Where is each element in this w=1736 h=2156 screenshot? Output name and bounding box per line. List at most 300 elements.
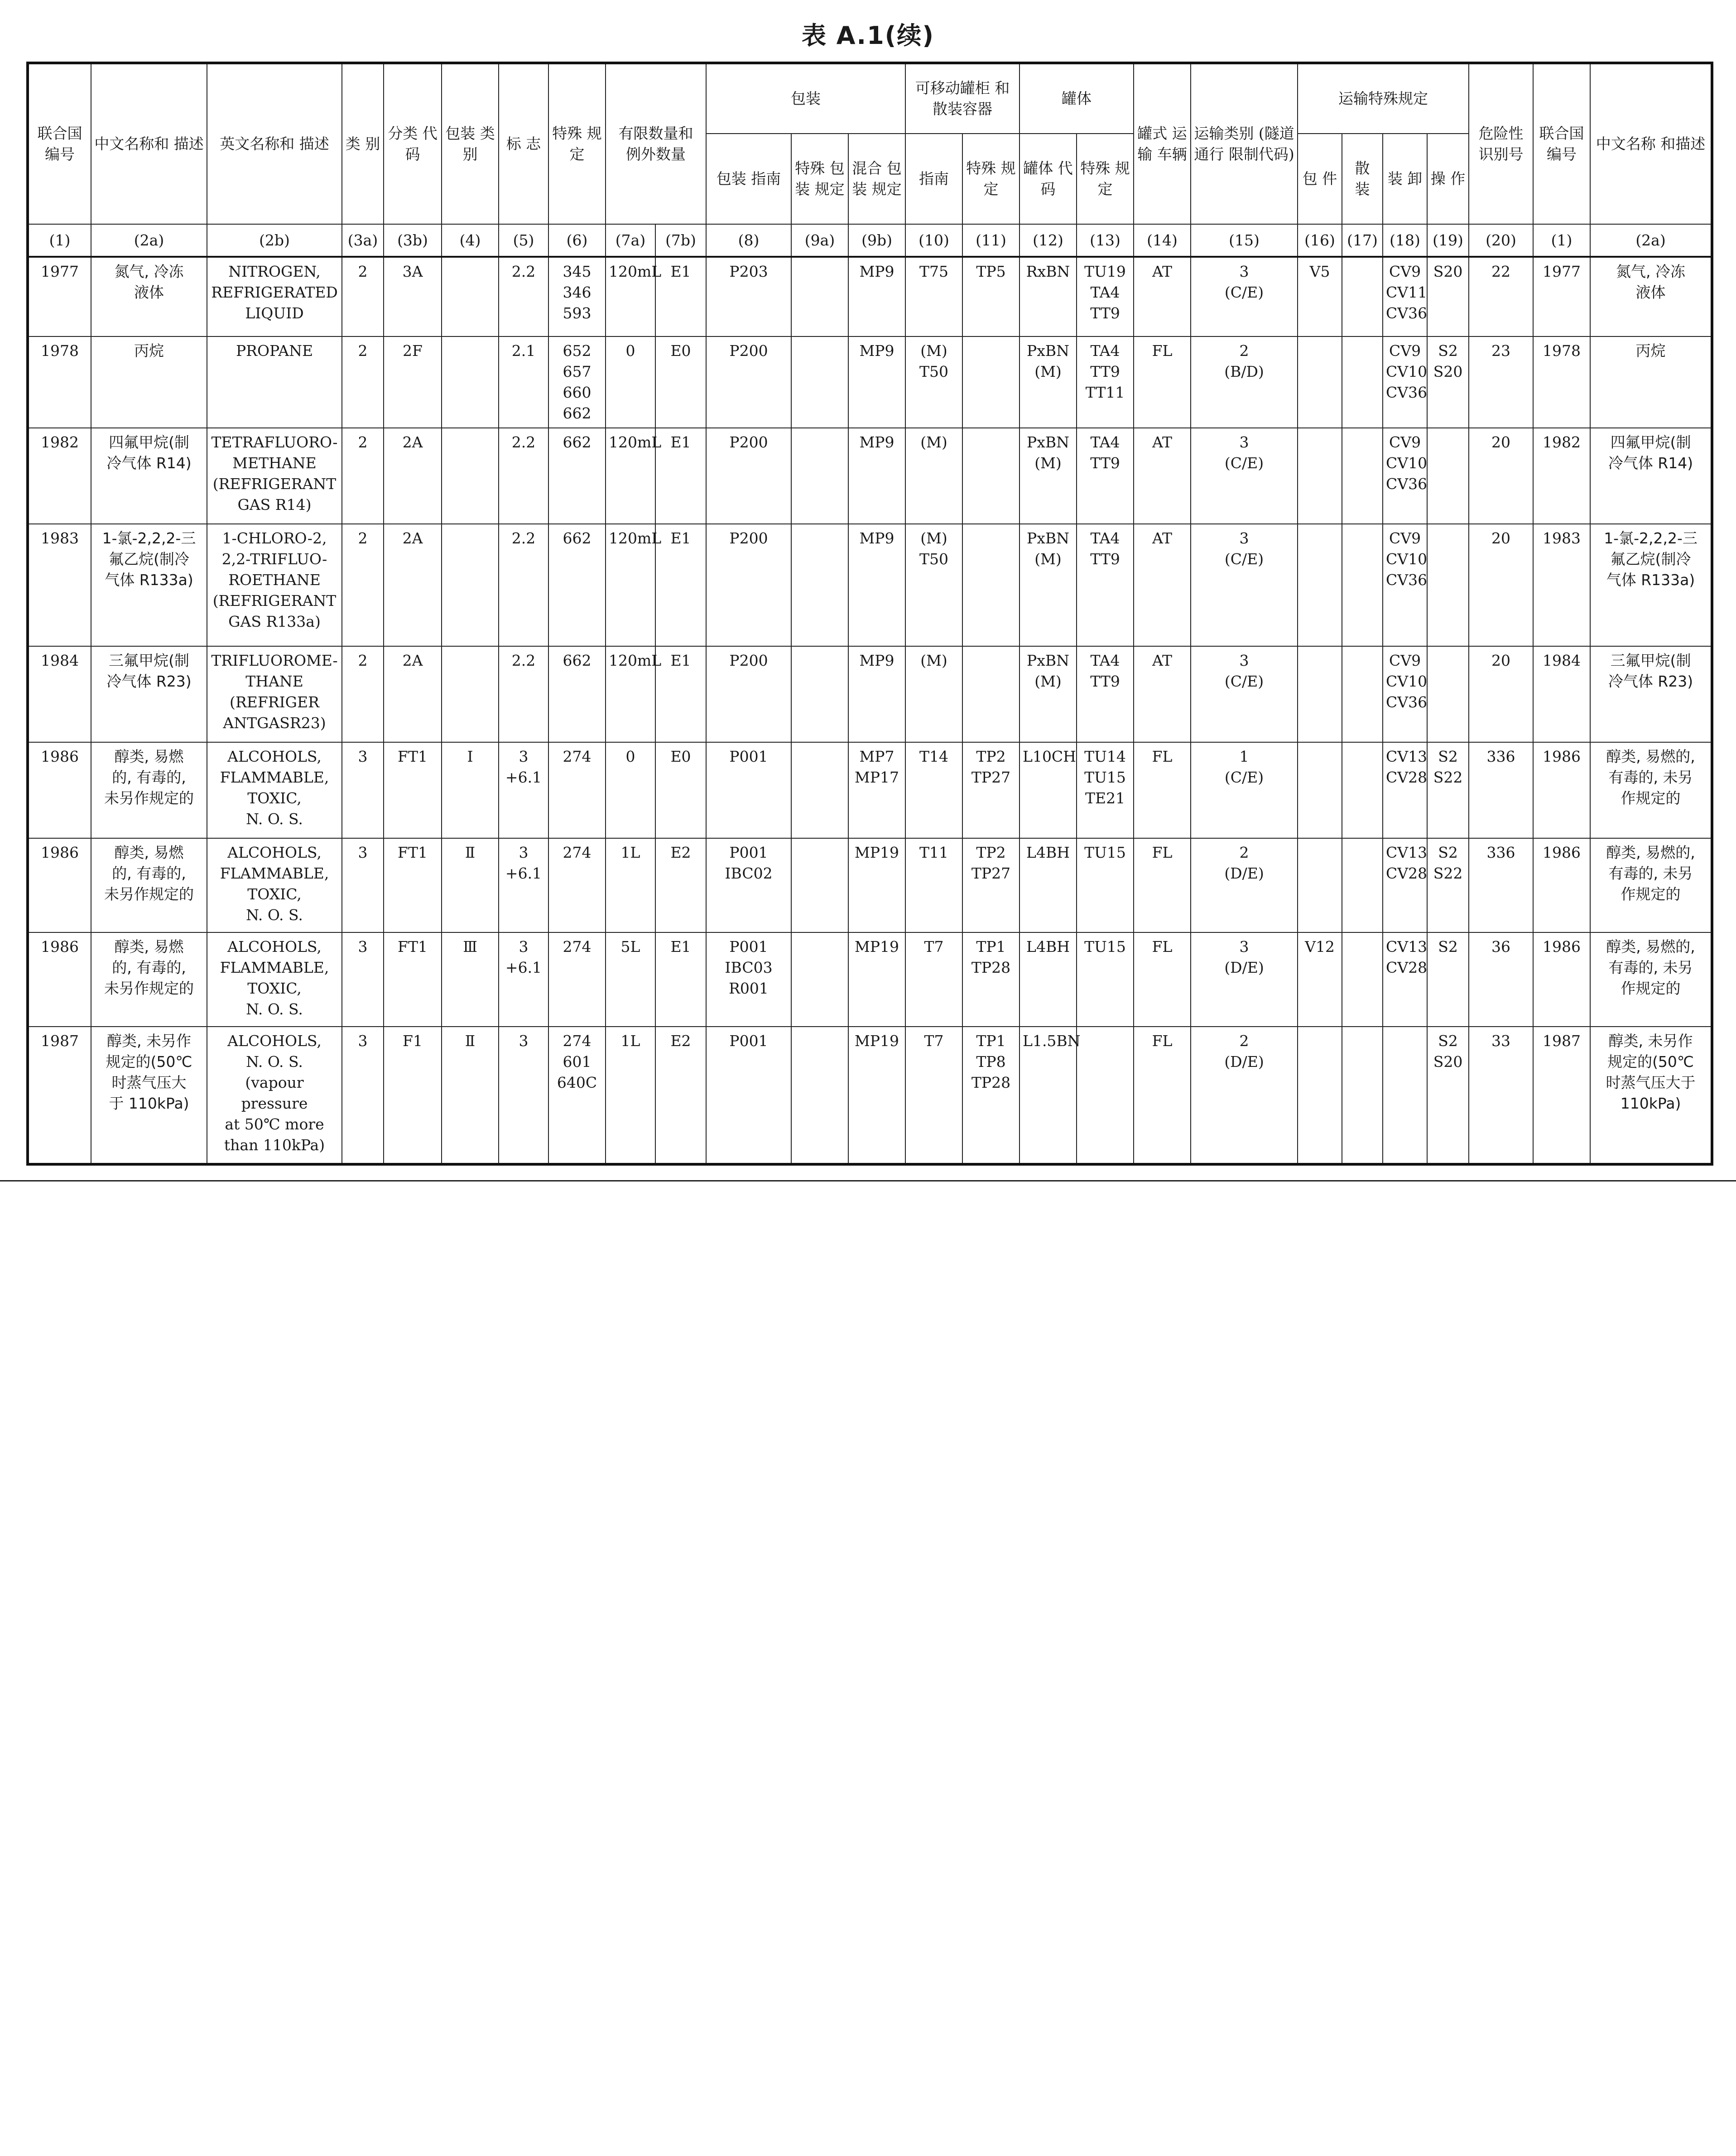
table-row bbox=[28, 1027, 1712, 1164]
column-number: (3a) bbox=[342, 224, 384, 257]
special-packing-cell bbox=[791, 932, 848, 1027]
column-number: (9a) bbox=[791, 224, 848, 257]
packing-instructions-cell: P001 bbox=[706, 1027, 791, 1164]
header-packing-group: 包装 类别 bbox=[442, 63, 499, 224]
chinese-name-repeat-cell: 三氟甲烷(制 冷气体 R23) bbox=[1590, 646, 1712, 742]
packages-cell bbox=[1298, 1027, 1342, 1164]
special-provisions-cell: 274 bbox=[548, 932, 606, 1027]
packing-group-cell bbox=[442, 524, 499, 646]
tank-vehicle-cell: AT bbox=[1134, 428, 1191, 524]
column-number: (12) bbox=[1019, 224, 1077, 257]
transport-category-cell: 2 (D/E) bbox=[1191, 838, 1298, 932]
class-cell: 2 bbox=[342, 428, 384, 524]
english-name-cell: TRIFLUOROME- THANE (REFRIGER ANTGASR23) bbox=[207, 646, 342, 742]
header-bulk: 散 装 bbox=[1342, 134, 1383, 224]
packing-instructions-cell: P200 bbox=[706, 524, 791, 646]
portable-special-cell: TP1 TP28 bbox=[962, 932, 1019, 1027]
column-number: (7b) bbox=[655, 224, 706, 257]
un-number-cell: 1987 bbox=[28, 1027, 91, 1164]
class-cell: 3 bbox=[342, 742, 384, 838]
operation-cell bbox=[1427, 646, 1469, 742]
header-portable-instructions: 指南 bbox=[905, 134, 962, 224]
tank-code-cell: PxBN (M) bbox=[1019, 646, 1077, 742]
tank-vehicle-cell: AT bbox=[1134, 524, 1191, 646]
un-number-repeat-cell: 1982 bbox=[1533, 428, 1590, 524]
tank-vehicle-cell: FL bbox=[1134, 932, 1191, 1027]
page-divider bbox=[0, 1180, 1736, 1181]
mixed-packing-cell: MP9 bbox=[848, 336, 905, 428]
portable-instructions-cell: (M) T50 bbox=[905, 524, 962, 646]
mixed-packing-cell: MP19 bbox=[848, 838, 905, 932]
portable-instructions-cell: T14 bbox=[905, 742, 962, 838]
label-cell: 2.2 bbox=[499, 524, 548, 646]
tank-special-cell: TU15 bbox=[1077, 838, 1134, 932]
packages-cell bbox=[1298, 742, 1342, 838]
loading-cell: CV9 CV10 CV36 bbox=[1383, 428, 1427, 524]
column-number: (14) bbox=[1134, 224, 1191, 257]
classification-code-cell: 2F bbox=[384, 336, 442, 428]
packing-instructions-cell: P200 bbox=[706, 646, 791, 742]
header-portable-tanks: 可移动罐柜 和散装容器 bbox=[905, 63, 1019, 134]
portable-special-cell: TP2 TP27 bbox=[962, 838, 1019, 932]
header-tank-special: 特殊 规定 bbox=[1077, 134, 1134, 224]
packages-cell bbox=[1298, 336, 1342, 428]
portable-special-cell bbox=[962, 428, 1019, 524]
special-provisions-cell: 662 bbox=[548, 428, 606, 524]
tank-vehicle-cell: FL bbox=[1134, 838, 1191, 932]
special-provisions-cell: 274 bbox=[548, 838, 606, 932]
special-provisions-cell: 345 346 593 bbox=[548, 257, 606, 336]
tank-code-cell: L4BH bbox=[1019, 838, 1077, 932]
hazard-id-cell: 23 bbox=[1469, 336, 1533, 428]
excepted-quantity-cell: E2 bbox=[655, 1027, 706, 1164]
portable-special-cell: TP1 TP8 TP28 bbox=[962, 1027, 1019, 1164]
portable-special-cell bbox=[962, 524, 1019, 646]
portable-instructions-cell: T7 bbox=[905, 932, 962, 1027]
special-packing-cell bbox=[791, 742, 848, 838]
transport-category-cell: 2 (B/D) bbox=[1191, 336, 1298, 428]
packing-instructions-cell: P203 bbox=[706, 257, 791, 336]
special-provisions-cell: 274 601 640C bbox=[548, 1027, 606, 1164]
class-cell: 2 bbox=[342, 257, 384, 336]
label-cell: 3 +6.1 bbox=[499, 838, 548, 932]
packages-cell bbox=[1298, 428, 1342, 524]
operation-cell: S2 S20 bbox=[1427, 1027, 1469, 1164]
portable-instructions-cell: T7 bbox=[905, 1027, 962, 1164]
un-number-repeat-cell: 1984 bbox=[1533, 646, 1590, 742]
tank-code-cell: RxBN bbox=[1019, 257, 1077, 336]
transport-category-cell: 3 (C/E) bbox=[1191, 524, 1298, 646]
table-body bbox=[28, 257, 1712, 1164]
loading-cell: CV9 CV11 CV36 bbox=[1383, 257, 1427, 336]
un-number-repeat-cell: 1986 bbox=[1533, 742, 1590, 838]
classification-code-cell: F1 bbox=[384, 1027, 442, 1164]
tank-code-cell: L10CH bbox=[1019, 742, 1077, 838]
header-chinese-name-repeat: 中文名称 和描述 bbox=[1590, 63, 1712, 224]
header-un-number-repeat: 联合国 编号 bbox=[1533, 63, 1590, 224]
transport-category-cell: 1 (C/E) bbox=[1191, 742, 1298, 838]
label-cell: 3 +6.1 bbox=[499, 742, 548, 838]
column-number: (17) bbox=[1342, 224, 1383, 257]
bulk-cell bbox=[1342, 336, 1383, 428]
special-provisions-cell: 662 bbox=[548, 646, 606, 742]
bulk-cell bbox=[1342, 742, 1383, 838]
mixed-packing-cell: MP19 bbox=[848, 932, 905, 1027]
un-number-cell: 1986 bbox=[28, 838, 91, 932]
portable-instructions-cell: (M) bbox=[905, 646, 962, 742]
header-limited-quantities: 有限数量和 例外数量 bbox=[606, 63, 706, 224]
column-number: (5) bbox=[499, 224, 548, 257]
un-number-cell: 1984 bbox=[28, 646, 91, 742]
label-cell: 3 bbox=[499, 1027, 548, 1164]
limited-quantity-cell: 120mL bbox=[606, 646, 655, 742]
table-row bbox=[28, 336, 1712, 428]
special-packing-cell bbox=[791, 1027, 848, 1164]
label-cell: 2.2 bbox=[499, 257, 548, 336]
header-special-transport: 运输特殊规定 bbox=[1298, 63, 1469, 134]
english-name-cell: ALCOHOLS, FLAMMABLE, TOXIC, N. O. S. bbox=[207, 742, 342, 838]
tank-special-cell: TU15 bbox=[1077, 932, 1134, 1027]
header-class: 类 别 bbox=[342, 63, 384, 224]
class-cell: 3 bbox=[342, 932, 384, 1027]
hazard-id-cell: 36 bbox=[1469, 932, 1533, 1027]
loading-cell: CV13 CV28 bbox=[1383, 742, 1427, 838]
un-number-cell: 1986 bbox=[28, 932, 91, 1027]
chinese-name-repeat-cell: 醇类, 易燃的, 有毒的, 未另 作规定的 bbox=[1590, 838, 1712, 932]
operation-cell bbox=[1427, 524, 1469, 646]
header-packaging: 包装 bbox=[706, 63, 905, 134]
table-row bbox=[28, 932, 1712, 1027]
portable-special-cell bbox=[962, 336, 1019, 428]
english-name-cell: NITROGEN, REFRIGERATED LIQUID bbox=[207, 257, 342, 336]
portable-instructions-cell: (M) bbox=[905, 428, 962, 524]
bulk-cell bbox=[1342, 646, 1383, 742]
tank-special-cell: TA4 TT9 bbox=[1077, 428, 1134, 524]
packing-group-cell: Ⅲ bbox=[442, 932, 499, 1027]
operation-cell bbox=[1427, 428, 1469, 524]
class-cell: 3 bbox=[342, 838, 384, 932]
packing-instructions-cell: P200 bbox=[706, 336, 791, 428]
un-number-cell: 1986 bbox=[28, 742, 91, 838]
packing-group-cell bbox=[442, 336, 499, 428]
loading-cell: CV9 CV10 CV36 bbox=[1383, 524, 1427, 646]
column-number-row bbox=[28, 224, 1712, 257]
chinese-name-cell: 醇类, 易燃 的, 有毒的, 未另作规定的 bbox=[91, 838, 207, 932]
packages-cell bbox=[1298, 838, 1342, 932]
excepted-quantity-cell: E0 bbox=[655, 742, 706, 838]
packing-instructions-cell: P200 bbox=[706, 428, 791, 524]
transport-category-cell: 3 (D/E) bbox=[1191, 932, 1298, 1027]
column-number: (7a) bbox=[606, 224, 655, 257]
tank-code-cell: L4BH bbox=[1019, 932, 1077, 1027]
hazard-id-cell: 22 bbox=[1469, 257, 1533, 336]
classification-code-cell: FT1 bbox=[384, 838, 442, 932]
tank-code-cell: PxBN (M) bbox=[1019, 428, 1077, 524]
english-name-cell: PROPANE bbox=[207, 336, 342, 428]
tank-special-cell: TU14 TU15 TE21 bbox=[1077, 742, 1134, 838]
tank-special-cell: TA4 TT9 bbox=[1077, 524, 1134, 646]
class-cell: 2 bbox=[342, 646, 384, 742]
class-cell: 3 bbox=[342, 1027, 384, 1164]
english-name-cell: TETRAFLUORO- METHANE (REFRIGERANT GAS R14) bbox=[207, 428, 342, 524]
tank-special-cell: TA4 TT9 TT11 bbox=[1077, 336, 1134, 428]
transport-category-cell: 3 (C/E) bbox=[1191, 428, 1298, 524]
tank-vehicle-cell: AT bbox=[1134, 646, 1191, 742]
column-number: (18) bbox=[1383, 224, 1427, 257]
dangerous-goods-table bbox=[26, 62, 1713, 1166]
table-row bbox=[28, 257, 1712, 336]
column-number: (9b) bbox=[848, 224, 905, 257]
un-number-cell: 1983 bbox=[28, 524, 91, 646]
table-row bbox=[28, 646, 1712, 742]
operation-cell: S2 S20 bbox=[1427, 336, 1469, 428]
excepted-quantity-cell: E1 bbox=[655, 646, 706, 742]
loading-cell: CV13 CV28 bbox=[1383, 932, 1427, 1027]
column-number: (2b) bbox=[207, 224, 342, 257]
un-number-repeat-cell: 1986 bbox=[1533, 932, 1590, 1027]
operation-cell: S2 bbox=[1427, 932, 1469, 1027]
header-tank: 罐体 bbox=[1019, 63, 1134, 134]
un-number-repeat-cell: 1977 bbox=[1533, 257, 1590, 336]
header-special-provisions: 特殊 规定 bbox=[548, 63, 606, 224]
tank-code-cell: PxBN (M) bbox=[1019, 336, 1077, 428]
column-number: (11) bbox=[962, 224, 1019, 257]
header-label: 标 志 bbox=[499, 63, 548, 224]
chinese-name-cell: 醇类, 未另作 规定的(50℃ 时蒸气压大 于 110kPa) bbox=[91, 1027, 207, 1164]
classification-code-cell: FT1 bbox=[384, 932, 442, 1027]
tank-vehicle-cell: FL bbox=[1134, 1027, 1191, 1164]
special-packing-cell bbox=[791, 428, 848, 524]
page-title: 表 A.1(续) bbox=[801, 21, 935, 50]
chinese-name-cell: 醇类, 易燃 的, 有毒的, 未另作规定的 bbox=[91, 742, 207, 838]
special-provisions-cell: 652 657 660 662 bbox=[548, 336, 606, 428]
bulk-cell bbox=[1342, 524, 1383, 646]
operation-cell: S2 S22 bbox=[1427, 838, 1469, 932]
column-number: (15) bbox=[1191, 224, 1298, 257]
un-number-repeat-cell: 1978 bbox=[1533, 336, 1590, 428]
operation-cell: S2 S22 bbox=[1427, 742, 1469, 838]
classification-code-cell: 2A bbox=[384, 646, 442, 742]
header-english-name: 英文名称和 描述 bbox=[207, 63, 342, 224]
excepted-quantity-cell: E2 bbox=[655, 838, 706, 932]
packing-group-cell: Ⅱ bbox=[442, 838, 499, 932]
header-tank-code: 罐体 代码 bbox=[1019, 134, 1077, 224]
column-number: (13) bbox=[1077, 224, 1134, 257]
operation-cell: S20 bbox=[1427, 257, 1469, 336]
excepted-quantity-cell: E1 bbox=[655, 257, 706, 336]
mixed-packing-cell: MP7 MP17 bbox=[848, 742, 905, 838]
packing-group-cell bbox=[442, 257, 499, 336]
column-number: (6) bbox=[548, 224, 606, 257]
chinese-name-cell: 醇类, 易燃 的, 有毒的, 未另作规定的 bbox=[91, 932, 207, 1027]
limited-quantity-cell: 5L bbox=[606, 932, 655, 1027]
tank-special-cell bbox=[1077, 1027, 1134, 1164]
limited-quantity-cell: 0 bbox=[606, 742, 655, 838]
column-number: (8) bbox=[706, 224, 791, 257]
bulk-cell bbox=[1342, 1027, 1383, 1164]
header-un-number: 联合国 编号 bbox=[28, 63, 91, 224]
portable-instructions-cell: T75 bbox=[905, 257, 962, 336]
special-provisions-cell: 662 bbox=[548, 524, 606, 646]
loading-cell bbox=[1383, 1027, 1427, 1164]
header-packing-instructions: 包装 指南 bbox=[706, 134, 791, 224]
mixed-packing-cell: MP19 bbox=[848, 1027, 905, 1164]
chinese-name-repeat-cell: 四氟甲烷(制 冷气体 R14) bbox=[1590, 428, 1712, 524]
transport-category-cell: 3 (C/E) bbox=[1191, 646, 1298, 742]
loading-cell: CV13 CV28 bbox=[1383, 838, 1427, 932]
english-name-cell: ALCOHOLS, FLAMMABLE, TOXIC, N. O. S. bbox=[207, 932, 342, 1027]
chinese-name-repeat-cell: 醇类, 易燃的, 有毒的, 未另 作规定的 bbox=[1590, 932, 1712, 1027]
column-number: (1) bbox=[28, 224, 91, 257]
packages-cell: V5 bbox=[1298, 257, 1342, 336]
un-number-repeat-cell: 1987 bbox=[1533, 1027, 1590, 1164]
chinese-name-cell: 丙烷 bbox=[91, 336, 207, 428]
chinese-name-repeat-cell: 1-氯-2,2,2-三 氟乙烷(制冷 气体 R133a) bbox=[1590, 524, 1712, 646]
packages-cell: V12 bbox=[1298, 932, 1342, 1027]
packing-instructions-cell: P001 IBC02 bbox=[706, 838, 791, 932]
chinese-name-cell: 氮气, 冷冻 液体 bbox=[91, 257, 207, 336]
mixed-packing-cell: MP9 bbox=[848, 257, 905, 336]
limited-quantity-cell: 1L bbox=[606, 838, 655, 932]
column-number: (4) bbox=[442, 224, 499, 257]
packing-group-cell: I bbox=[442, 742, 499, 838]
chinese-name-repeat-cell: 醇类, 未另作 规定的(50℃ 时蒸气压大于 110kPa) bbox=[1590, 1027, 1712, 1164]
un-number-cell: 1982 bbox=[28, 428, 91, 524]
limited-quantity-cell: 120mL bbox=[606, 257, 655, 336]
mixed-packing-cell: MP9 bbox=[848, 428, 905, 524]
header-row-1 bbox=[28, 63, 1712, 134]
label-cell: 2.2 bbox=[499, 428, 548, 524]
column-number: (1) bbox=[1533, 224, 1590, 257]
excepted-quantity-cell: E1 bbox=[655, 932, 706, 1027]
transport-category-cell: 3 (C/E) bbox=[1191, 257, 1298, 336]
special-packing-cell bbox=[791, 646, 848, 742]
hazard-id-cell: 20 bbox=[1469, 524, 1533, 646]
special-provisions-cell: 274 bbox=[548, 742, 606, 838]
chinese-name-repeat-cell: 醇类, 易燃的, 有毒的, 未另 作规定的 bbox=[1590, 742, 1712, 838]
header-hazard-id: 危险性 识别号 bbox=[1469, 63, 1533, 224]
loading-cell: CV9 CV10 CV36 bbox=[1383, 646, 1427, 742]
header-mixed-packing: 混合 包装 规定 bbox=[848, 134, 905, 224]
special-packing-cell bbox=[791, 524, 848, 646]
label-cell: 3 +6.1 bbox=[499, 932, 548, 1027]
chinese-name-cell: 三氟甲烷(制 冷气体 R23) bbox=[91, 646, 207, 742]
column-number: (2a) bbox=[1590, 224, 1712, 257]
excepted-quantity-cell: E1 bbox=[655, 428, 706, 524]
loading-cell: CV9 CV10 CV36 bbox=[1383, 336, 1427, 428]
header-chinese-name: 中文名称和 描述 bbox=[91, 63, 207, 224]
un-number-repeat-cell: 1986 bbox=[1533, 838, 1590, 932]
chinese-name-cell: 1-氯-2,2,2-三 氟乙烷(制冷 气体 R133a) bbox=[91, 524, 207, 646]
english-name-cell: ALCOHOLS, FLAMMABLE, TOXIC, N. O. S. bbox=[207, 838, 342, 932]
bulk-cell bbox=[1342, 932, 1383, 1027]
table-row bbox=[28, 428, 1712, 524]
column-number: (20) bbox=[1469, 224, 1533, 257]
hazard-id-cell: 33 bbox=[1469, 1027, 1533, 1164]
hazard-id-cell: 336 bbox=[1469, 742, 1533, 838]
header-special-packing: 特殊 包装 规定 bbox=[791, 134, 848, 224]
mixed-packing-cell: MP9 bbox=[848, 524, 905, 646]
bulk-cell bbox=[1342, 257, 1383, 336]
un-number-cell: 1978 bbox=[28, 336, 91, 428]
hazard-id-cell: 20 bbox=[1469, 428, 1533, 524]
hazard-id-cell: 336 bbox=[1469, 838, 1533, 932]
packages-cell bbox=[1298, 646, 1342, 742]
tank-special-cell: TA4 TT9 bbox=[1077, 646, 1134, 742]
column-number: (19) bbox=[1427, 224, 1469, 257]
special-packing-cell bbox=[791, 838, 848, 932]
portable-special-cell bbox=[962, 646, 1019, 742]
limited-quantity-cell: 120mL bbox=[606, 428, 655, 524]
limited-quantity-cell: 120mL bbox=[606, 524, 655, 646]
header-portable-special: 特殊 规定 bbox=[962, 134, 1019, 224]
un-number-repeat-cell: 1983 bbox=[1533, 524, 1590, 646]
classification-code-cell: FT1 bbox=[384, 742, 442, 838]
packing-group-cell: Ⅱ bbox=[442, 1027, 499, 1164]
limited-quantity-cell: 1L bbox=[606, 1027, 655, 1164]
special-packing-cell bbox=[791, 336, 848, 428]
column-number: (16) bbox=[1298, 224, 1342, 257]
tank-vehicle-cell: AT bbox=[1134, 257, 1191, 336]
packing-instructions-cell: P001 bbox=[706, 742, 791, 838]
bulk-cell bbox=[1342, 838, 1383, 932]
column-number: (2a) bbox=[91, 224, 207, 257]
header-classification-code: 分类 代码 bbox=[384, 63, 442, 224]
tank-vehicle-cell: FL bbox=[1134, 742, 1191, 838]
header-loading: 装 卸 bbox=[1383, 134, 1427, 224]
packages-cell bbox=[1298, 524, 1342, 646]
english-name-cell: ALCOHOLS, N. O. S. (vapour pressure at 50℃ more than 110kPa) bbox=[207, 1027, 342, 1164]
packing-instructions-cell: P001 IBC03 R001 bbox=[706, 932, 791, 1027]
tank-vehicle-cell: FL bbox=[1134, 336, 1191, 428]
class-cell: 2 bbox=[342, 336, 384, 428]
header-transport-category: 运输类别 (隧道通行 限制代码) bbox=[1191, 63, 1298, 224]
table-row bbox=[28, 742, 1712, 838]
header-tank-vehicle: 罐式 运输 车辆 bbox=[1134, 63, 1191, 224]
chinese-name-repeat-cell: 氮气, 冷冻 液体 bbox=[1590, 257, 1712, 336]
limited-quantity-cell: 0 bbox=[606, 336, 655, 428]
chinese-name-cell: 四氟甲烷(制 冷气体 R14) bbox=[91, 428, 207, 524]
packing-group-cell bbox=[442, 428, 499, 524]
classification-code-cell: 2A bbox=[384, 428, 442, 524]
english-name-cell: 1-CHLORO-2, 2,2-TRIFLUO- ROETHANE (REFRIGERANT GAS R133a) bbox=[207, 524, 342, 646]
special-packing-cell bbox=[791, 257, 848, 336]
classification-code-cell: 2A bbox=[384, 524, 442, 646]
tank-special-cell: TU19 TA4 TT9 bbox=[1077, 257, 1134, 336]
portable-instructions-cell: T11 bbox=[905, 838, 962, 932]
classification-code-cell: 3A bbox=[384, 257, 442, 336]
label-cell: 2.1 bbox=[499, 336, 548, 428]
header-operation: 操 作 bbox=[1427, 134, 1469, 224]
portable-instructions-cell: (M) T50 bbox=[905, 336, 962, 428]
table-row bbox=[28, 524, 1712, 646]
tank-code-cell: PxBN (M) bbox=[1019, 524, 1077, 646]
label-cell: 2.2 bbox=[499, 646, 548, 742]
column-number: (3b) bbox=[384, 224, 442, 257]
hazard-id-cell: 20 bbox=[1469, 646, 1533, 742]
transport-category-cell: 2 (D/E) bbox=[1191, 1027, 1298, 1164]
packing-group-cell bbox=[442, 646, 499, 742]
portable-special-cell: TP5 bbox=[962, 257, 1019, 336]
excepted-quantity-cell: E0 bbox=[655, 336, 706, 428]
portable-special-cell: TP2 TP27 bbox=[962, 742, 1019, 838]
tank-code-cell: L1.5BN bbox=[1019, 1027, 1077, 1164]
class-cell: 2 bbox=[342, 524, 384, 646]
excepted-quantity-cell: E1 bbox=[655, 524, 706, 646]
chinese-name-repeat-cell: 丙烷 bbox=[1590, 336, 1712, 428]
column-number: (10) bbox=[905, 224, 962, 257]
un-number-cell: 1977 bbox=[28, 257, 91, 336]
